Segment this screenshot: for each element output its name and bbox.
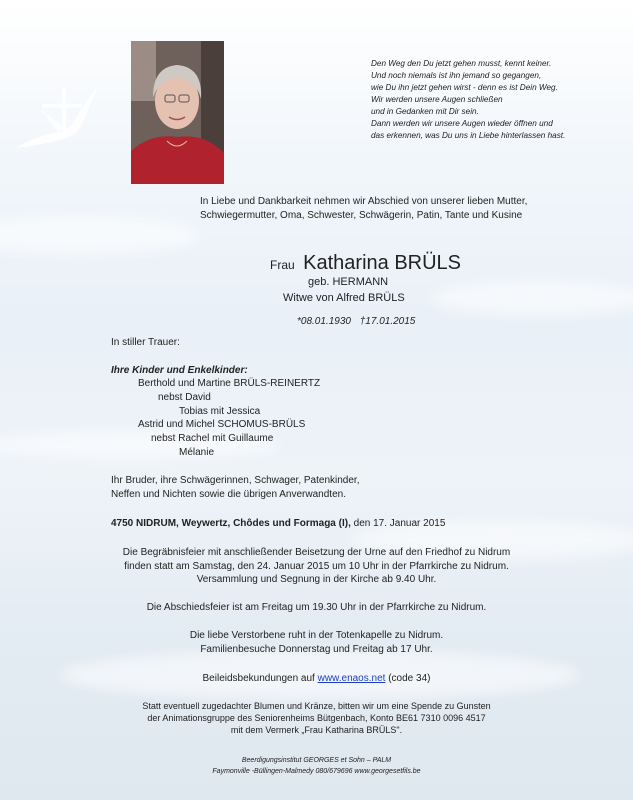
cross-dove-emblem [8, 80, 108, 160]
footer-line-1: Beerdigungsinstitut GEORGES et Sohn – PALM [241, 757, 392, 764]
mourner-line: Mélanie [179, 447, 215, 458]
place-date [111, 518, 445, 529]
condolences-code: (code 34) [385, 673, 431, 684]
mourner-line: Tobias mit Jessica [179, 406, 261, 417]
rest-line-2: Familienbesuche Donnerstag und Freitag ab 17 Uhr. [200, 644, 433, 655]
deceased-prefix: Frau [270, 258, 295, 272]
poem [371, 58, 626, 142]
place: 4750 NIDRUM, Weywertz, Chôdes und Formaga (I), [111, 518, 351, 529]
poem-line: Dann werden wir unsere Augen wieder öffnen und [371, 119, 553, 128]
mourner-line: Astrid und Michel SCHOMUS-BRÜLS [138, 419, 306, 430]
poem-line: Wir werden unsere Augen schließen [371, 95, 503, 104]
mourner-line: Berthold und Martine BRÜLS-REINERTZ [138, 378, 321, 389]
birth-date: *08.01.1930 [297, 316, 351, 327]
poem-line: Den Weg den Du jetzt gehen musst, kennt keiner. [371, 59, 552, 68]
intro-line-2: Schwiegermutter, Oma, Schwester, Schwägerin, Patin, Tante und Kusine [200, 210, 523, 221]
donation-line-3: mit dem Vermerk „Frau Katharina BRÜLS". [230, 725, 403, 735]
death-date: †17.01.2015 [359, 316, 416, 327]
life-dates [297, 316, 415, 327]
ceremony-line-2: finden statt am Samstag, den 24. Januar 2015 um 10 Uhr in der Pfarrkirche zu Nidrum. [124, 561, 509, 572]
poem-line: das erkennen, was Du uns in Liebe hinterlassen hast. [371, 131, 566, 140]
condolences-link[interactable]: www.enaos.net [317, 673, 386, 684]
mourner-line: nebst Rachel mit Guillaume [151, 433, 274, 444]
birth-name: geb. HERMANN [308, 276, 389, 288]
poem-line: und in Gedanken mit Dir sein. [371, 107, 479, 116]
donation-line-2: der Animationsgruppe des Seniorenheims Bütgenbach, Konto BE61 7310 0096 4517 [147, 713, 486, 723]
rest-line-1: Die liebe Verstorbene ruht in der Totenkapelle zu Nidrum. [189, 630, 444, 641]
relatives-line-1: Ihr Bruder, ihre Schwägerinnen, Schwager, Patenkinder, [111, 475, 360, 486]
background-cloud [0, 215, 200, 255]
mourners-heading: In stiller Trauer: [111, 337, 180, 348]
farewell-line: Die Abschiedsfeier ist am Freitag um 19.30 Uhr in der Pfarrkirche zu Nidrum. [146, 602, 487, 613]
ceremony-line-3: Versammlung und Segnung in der Kirche ab 9.40 Uhr. [196, 574, 437, 585]
children-heading: Ihre Kinder und Enkelkinder: [111, 365, 248, 376]
donation-line-1: Statt eventuell zugedachter Blumen und Kränze, bitten wir um eine Spende zu Gunsten [142, 701, 491, 711]
relatives-line-2: Neffen und Nichten sowie die übrigen Anverwandten. [111, 489, 346, 500]
ceremony-line-1: Die Begräbnisfeier mit anschließender Beisetzung der Urne auf den Friedhof zu Nidrum [122, 547, 511, 558]
deceased-name-line [270, 252, 461, 275]
condolences-line [0, 673, 633, 684]
dove-icon [16, 86, 98, 148]
poem-line: wie Du ihn jetzt gehen wirst - denn es ist Dein Weg. [371, 83, 558, 92]
intro-line-1: In Liebe und Dankbarkeit nehmen wir Abschied von unserer lieben Mutter, [200, 196, 528, 207]
widow-of: Witwe von Alfred BRÜLS [283, 292, 405, 304]
portrait-photo [131, 41, 224, 184]
poem-line: Und noch niemals ist ihn jemand so gegangen, [371, 71, 542, 80]
date: den 17. Januar 2015 [350, 518, 446, 529]
background-cloud [430, 280, 633, 316]
footer-line-2: Faymonville -Büllingen-Malmedy 080/679696 www.georgesetfils.be [212, 768, 421, 775]
condolences-text: Beileidsbekundungen auf [202, 673, 318, 684]
mourner-line: nebst David [158, 392, 211, 403]
deceased-name: Katharina BRÜLS [303, 252, 462, 274]
